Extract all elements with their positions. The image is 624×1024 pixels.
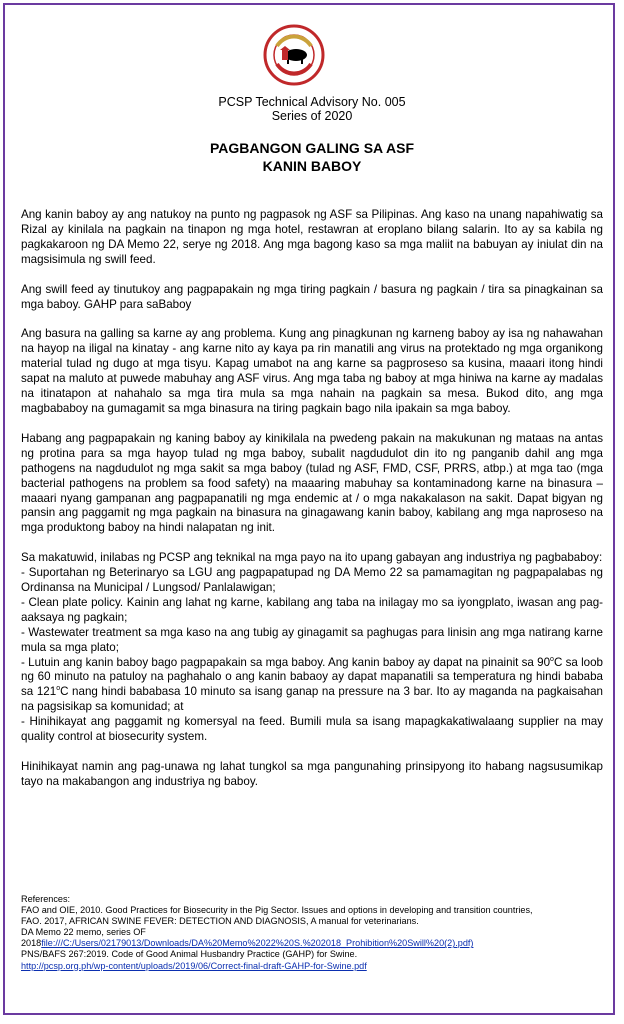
recommendation-item (21, 656, 603, 716)
recommendation-item: - Hinihikayat ang paggamit ng komersyal na feed. Bumili mula sa isang mapagkakatiwalaang supplier na may quality control at biosecurity system. (21, 715, 603, 744)
recommendations-intro: Sa makatuwid, inilabas ng PCSP ang teknikal na mga payo na ito upang gabayan ang industriya ng pagbababoy: (21, 551, 603, 565)
reference-item: PNS/BAFS 267:2019. Code of Good Animal Husbandry Practice (GAHP) for Swine. (21, 949, 358, 960)
cooking-text-c: C nang hindi bababasa 10 minuto sa isang ganap na pressure na 3 bar. Ito ay maganda na pagkaisahan na pagsisikap sa komunidad; at (21, 685, 604, 714)
paragraph-1: Ang kanin baboy ay ang natukoy na punto ng pagpasok ng ASF sa Pilipinas. Ang kaso na unang napahiwatig sa Rizal ay kinilala na pagkain na tinapon ng mga hotel, restawran at eroplano bilang salarin. Ito ay sa kabila ng pagkakaroon ng DA Memo 22, serye ng 2018. Ang mga bagong kaso sa mga maliit na babuyan ay iniulat din na magsisimula ng swill feed. (21, 208, 603, 266)
da-memo-link[interactable]: file:///C:/Users/02179013/Downloads/DA%20Memo%2022%20S.%202018_Prohibition%20Swill%20(2).pdf) (41, 938, 474, 949)
recommendation-item: - Suportahan ng Beterinaryo sa LGU ang pagpapatupad ng DA Memo 22 sa pamamagitan ng pagpapalabas ng Ordinansa na Municipal / Lungsod/ Panlalawigan; (21, 566, 603, 595)
advisory-series: Series of 2020 (271, 109, 353, 123)
document-title: PAGBANGON GALING SA ASF (209, 140, 415, 156)
pcsp-seal-logo (263, 24, 325, 86)
recommendation-item: - Wastewater treatment sa mga kaso na ang tubig ay ginagamit sa paghugas para linisin ang mga natirang karne mula sa mga plato; (21, 625, 603, 654)
reference-item: FAO and OIE, 2010. Good Practices for Biosecurity in the Pig Sector. Issues and options in developing and transition countries, (21, 905, 533, 916)
advisory-number: PCSP Technical Advisory No. 005 (218, 95, 406, 109)
gahp-swine-link[interactable]: http://pcsp.org.ph/wp-content/uploads/2019/06/Correct-final-draft-GAHP-for-Swine.pdf (21, 960, 367, 971)
paragraph-4: Habang ang pagpapakain ng kaning baboy ay kinikilala na pwedeng pakain na makukunan ng mataas na antas ng protina para sa mga hayop tulad ng mga baboy, subalit nagdudulot din ito ng panganib dahil ang mga pathogens na nagdudulot ng mga sakit sa mga baboy (tulad ng ASF, FMD, CSF, PRRS, atbp.) at mga tao (mga bacterial pathogens na problem sa food safety) na maaaring mabuhay sa kontaminadong karne na binasura – maaari nyang gampanan ang pagpapanatili ng mga endemic at / o mga nakakalason na sakit. Dapat bigyan ng pansin ang paggamit ng mga pagkain na binasura na ginagawang kanin baboy, kabilang ang mga naproseso na mga produktong baboy na hindi nalapatan ng init. (21, 431, 603, 535)
recommendation-item: - Clean plate policy. Kainin ang lahat ng karne, kabilang ang taba na inilagay mo sa iyongplato, iwasan ang pag-aaksaya ng pagkain; (21, 595, 603, 624)
reference-year: 2018 (21, 938, 42, 949)
paragraph-3: Ang basura na galling sa karne ay ang problema. Kung ang pinagkunan ng karneng baboy ay isa ng nahawahan na hayop na iligal na kinatay - ang karne nito ay kaya pa rin manatili ang virus na protektado ng mga organikong material tulad ng dugo at mga tisyu. Kapag umabot na ang karne sa pagproseso sa kusina, maaari itong hindi sapat na maluto at puwede mabuhay ang ASF virus. Ang mga taba ng baboy at mga hiniwa na karne ay madalas na itinatapon at nahahalo sa mga tira mula sa mga nahain na pagkain sa mesa. Bukod dito, ang mga magbababoy na gumagamit sa mga binasura na tiring pagkain bago nila ipakain sa mga baboy. (21, 327, 603, 415)
degree-mark: o (550, 655, 554, 663)
reference-item (21, 961, 605, 972)
cooking-text-a: - Lutuin ang kanin baboy bago pagpapakain sa mga baboy. Ang kanin baboy ay dapat na pinainit sa 90 (21, 655, 551, 669)
references-heading: References: (21, 894, 71, 904)
paragraph-2: Ang swill feed ay tinutukoy ang pagpapakain ng mga tiring pagkain / basura ng pagkain / tira sa pinagkainan sa mga baboy. GAHP para saBaboy (21, 282, 603, 311)
references (21, 894, 605, 972)
reference-item: FAO. 2017, AFRICAN SWINE FEVER: DETECTION AND DIAGNOSIS, A manual for veterinarians. (21, 916, 419, 927)
document-subtitle: KANIN BABOY (262, 158, 362, 174)
reference-item (21, 938, 605, 949)
recommendations (21, 551, 603, 745)
document-body (21, 208, 603, 805)
degree-mark: o (56, 685, 61, 693)
reference-item: DA Memo 22 memo, series OF (21, 927, 146, 938)
closing-paragraph: Hinihikayat namin ang pag-unawa ng lahat tungkol sa mga pangunahing prinsipyong ito habang nagsusumikap tayo na makabangon ang industriya ng baboy. (21, 760, 603, 788)
cooking-text-b: C sa loob ng 60 minuto na patuloy na paghahalo o ang kanin babaoy ay dapat mapanatili sa temperatura ng hindi bababa sa 121 (21, 655, 603, 699)
